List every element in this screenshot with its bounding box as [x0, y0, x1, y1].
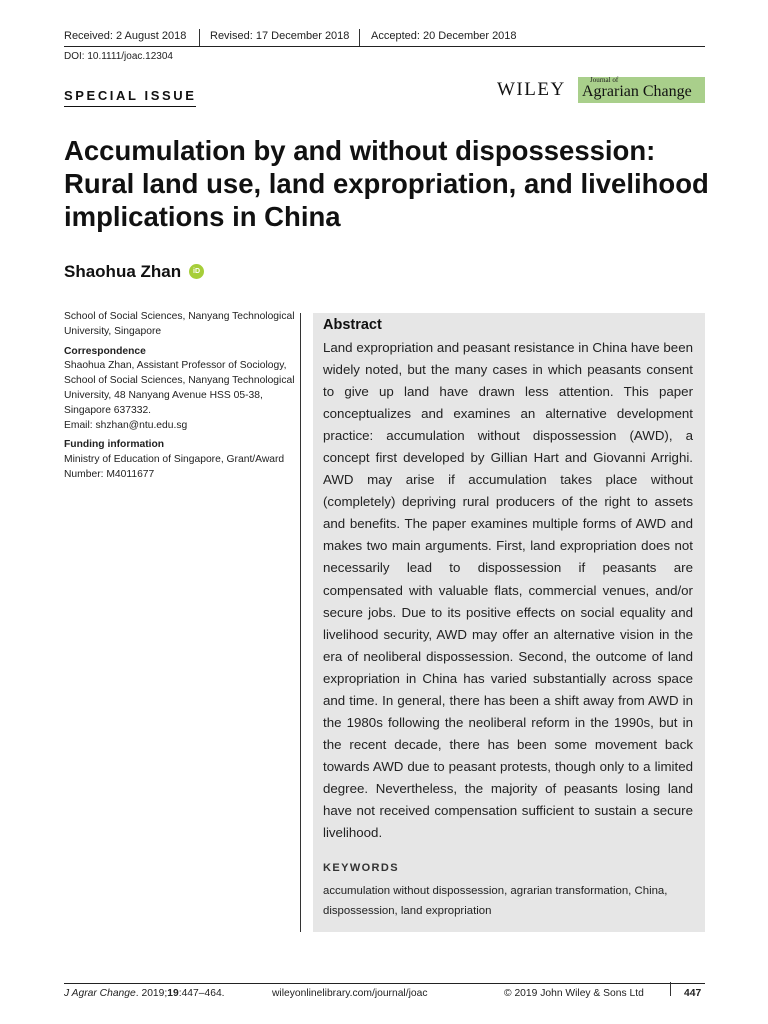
keywords-heading: KEYWORDS	[323, 862, 399, 874]
abstract-text: Land expropriation and peasant resistance in China have been widely noted, but the many cases in which peasants consent to give up land have drawn less attention. This paper conceptualizes and examines an alternative development practice: accumulation without dispossession (AWD), a concept first developed by Gillian Hart and Giovanni Arrighi. AWD may arise if accumulation takes place without (completely) depriving rural producers of the right to assets and benefits. The paper examines multiple forms of AWD and makes two main arguments. First, land expropriation does not necessarily lead to dispossession if peasants are compensated with valuable flats, commercial venues, and/or secure jobs. Due to its positive effects on social equality and livelihood security, AWD may offer an alternative vision in the era of neoliberal dispossession. Second, the outcome of land expropriation in China has varied substantially across space and time. In general, there has been a shift away from AWD in the 1980s following the neoliberal reform in the 1990s, but in the recent decade, there has been some movement back towards AWD due to peasant protests, though only to a limited degree. Nevertheless, the majority of peasants losing land have not received compensation sufficient to sustain a secure livelihood.	[323, 340, 693, 841]
affiliation: School of Social Sciences, Nanyang Technological University, Singapore	[64, 311, 295, 337]
article-title: Accumulation by and without dispossession: Rural land use, land expropriation, and livelihood implications in China	[64, 135, 709, 232]
copyright: © 2019 John Wiley & Sons Ltd	[504, 988, 644, 999]
publisher-logo: WILEY	[497, 79, 566, 100]
journal-logo-name: Agrarian Change	[582, 83, 692, 100]
accepted-date: Accepted: 20 December 2018	[371, 30, 517, 42]
correspondence-heading: Correspondence	[64, 345, 146, 357]
page-footer	[64, 988, 705, 1002]
keywords: accumulation without dispossession, agrarian transformation, China, dispossession, land expropriation	[323, 885, 668, 917]
header-rule	[64, 46, 705, 47]
section-label: SPECIAL ISSUE	[64, 88, 197, 103]
doi[interactable]: DOI: 10.1111/joac.12304	[64, 51, 173, 62]
abstract-heading: Abstract	[323, 317, 382, 333]
citation: J Agrar Change. 2019;19:447–464.	[64, 988, 225, 999]
page-number: 447	[684, 988, 702, 999]
date-divider	[199, 29, 200, 46]
revised-date: Revised: 17 December 2018	[210, 30, 350, 42]
date-divider	[359, 29, 360, 46]
footer-divider	[670, 982, 671, 996]
footer-rule	[64, 983, 705, 984]
section-underline	[64, 106, 196, 107]
correspondence: Shaohua Zhan, Assistant Professor of Sociology, School of Social Sciences, Nanyang Technological University, 48 Nanyang Avenue HSS 05-38, Singapore 637332.	[64, 360, 295, 416]
journal-url[interactable]: wileyonlinelibrary.com/journal/joac	[272, 988, 428, 999]
author-info	[64, 310, 296, 483]
column-divider	[300, 313, 301, 932]
author-name: Shaohua Zhan	[64, 262, 182, 281]
orcid-icon[interactable]: iD	[189, 264, 204, 279]
journal-logo-small: Journal of	[590, 76, 619, 84]
email[interactable]: Email: shzhan@ntu.edu.sg	[64, 419, 188, 431]
received-date: Received: 2 August 2018	[64, 30, 187, 42]
article-dates	[64, 30, 705, 46]
funding-heading: Funding information	[64, 439, 165, 451]
funding: Ministry of Education of Singapore, Grant/Award Number: M4011677	[64, 454, 285, 480]
